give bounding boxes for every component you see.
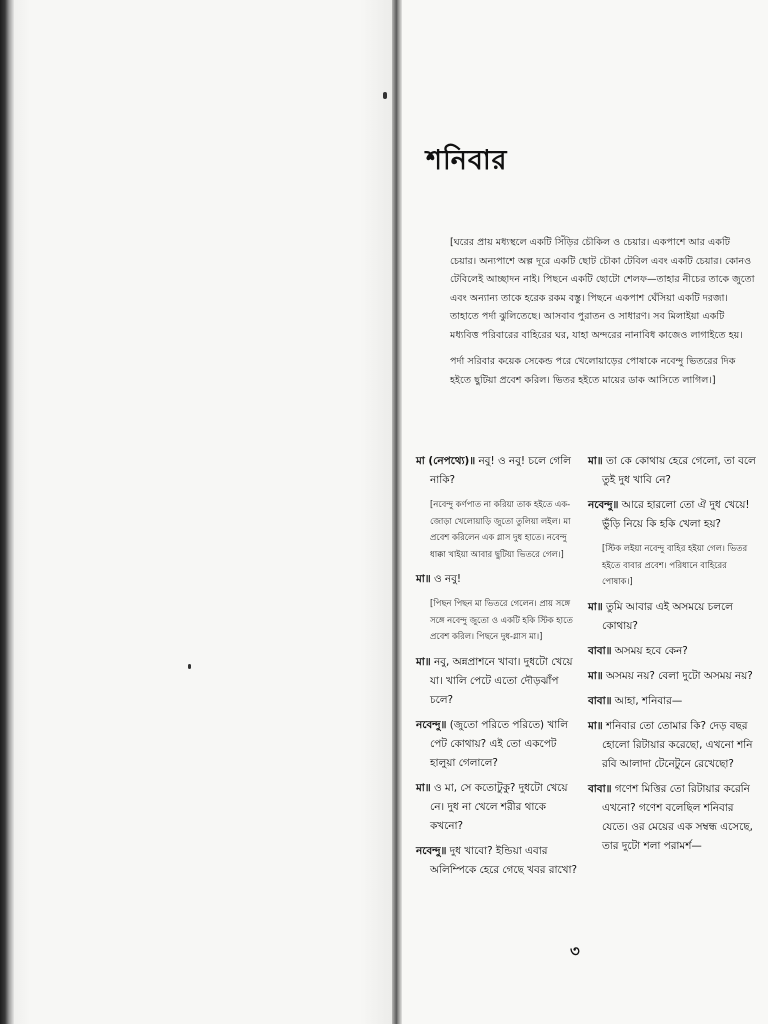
speaker-name: মা (নেপথ্যে)॥: [416, 455, 476, 467]
speaker-name: মা॥: [416, 781, 431, 794]
dialogue-text: শনিবার তো তোমার কি? দেড় বছর হোলো রিটায়ার করেছো, এখনো শনি রবি আলাদা টেনেটুনে রেখেছো?: [602, 719, 753, 770]
dialogue-text: আহা, শনিবার—: [614, 694, 683, 707]
dialogue-text: আরে হারলো তো ঐ দুধ খেয়ে! ভুঁড়ি নিয়ে কি হকি খেলা হয়?: [602, 499, 750, 530]
dialogue-line: [588, 598, 760, 636]
dialogue-text: গণেশ মিত্তির তো রিটায়ার করেনি এখনো? গণেশ বলেছিল শনিবার যেতে। ওর মেয়ের এক সম্বন্ধ এসেছে, তার দুটো শলা পরামর্শ—: [602, 782, 753, 852]
dialogue-text: (জুতো পরিতে পরিতে) খালি পেট কোথায়? এই তো একপেট হালুয়া গেলালে?: [430, 718, 568, 769]
print-speck: [188, 664, 191, 669]
opening-stage-directions: [450, 234, 755, 398]
dialogue-line: [416, 716, 582, 773]
speaker-name: মা॥: [588, 719, 603, 732]
stage-direction: [স্টিক লইয়া নবেন্দু বাহির হইয়া গেল। ভিতর হইতে বাবার প্রবেশ। পরিধানে বাহিরের পোষাক।]: [602, 543, 748, 586]
dialogue-line: [588, 452, 760, 490]
dialogue-text: নবু, অন্নপ্রাশনে খাবা। দুধটো খেয়ে যা। খালি পেটে এতো দৌড়ঝাঁপ চলে?: [430, 655, 573, 706]
dialogue-column-right: [588, 452, 760, 862]
dialogue-line: [416, 653, 582, 710]
speaker-name: নবেন্দু॥: [416, 844, 447, 857]
speaker-name: মা॥: [588, 669, 603, 682]
dialogue-text: ও নবু!: [433, 573, 462, 585]
speaker-name: বাবা॥: [588, 644, 612, 657]
page-number: ৩: [570, 942, 580, 960]
speaker-name: বাবা॥: [588, 694, 612, 707]
dialogue-column-left: [416, 452, 582, 886]
speaker-name: মা॥: [416, 573, 431, 585]
page-title: শনিবার: [426, 145, 508, 176]
speaker-name: নবেন্দু॥: [588, 499, 619, 511]
dialogue-text: দুধ খাবো? ইন্ডিয়া এবার অলিম্পিকে হেরে গেছে খবর রাখো?: [430, 844, 578, 876]
dialogue-text: অসময় নয়? বেলা দুটো অসময় নয়?: [605, 669, 753, 682]
book-gutter: [392, 0, 402, 1024]
dialogue-text: তা কে কোথায় হেরে গেলো, তা বলে তুই দুধ খাবি নে?: [602, 455, 756, 486]
speaker-name: মা॥: [416, 655, 431, 668]
speaker-name: মা॥: [588, 600, 603, 613]
print-speck: [383, 92, 387, 99]
dialogue-text: নবু! ও নবু! চলে গেলি নাকি?: [430, 455, 571, 486]
speaker-name: মা॥: [588, 455, 603, 467]
dialogue-text: তুমি আবার এই অসময়ে চললে কোথায়?: [602, 600, 733, 632]
dialogue-line: [416, 452, 582, 490]
dialogue-line: [588, 692, 760, 711]
dialogue-line: [588, 667, 760, 686]
speaker-name: নবেন্দু॥: [416, 718, 447, 731]
dialogue-columns: [416, 452, 761, 932]
dialogue-line: [416, 842, 582, 880]
stage-direction-paragraph: পর্দা সরিবার কয়েক সেকেন্ড পরে খেলোয়াড়ের পোষাকে নবেন্দু ভিতরের দিক হইতে ছুটিয়া প্রবেশ করিল। ভিতর হইতে মায়ের ডাক আসিতে লাগিল।]: [450, 356, 736, 386]
stage-direction: [পিছন পিছন মা ভিতরে গেলেন। প্রায় সঙ্গে সঙ্গে নবেন্দু জুতো ও একটি হকি স্টিক হাতে প্রবেশ করিল। পিছনে দুধ-গ্লাস মা।]: [430, 598, 573, 641]
dialogue-line: [588, 496, 760, 534]
dialogue-line: [416, 570, 582, 589]
dialogue-line: [416, 779, 582, 836]
stage-direction: [নবেন্দু কর্ণপাত না করিয়া তাক হইতে এক-জোড়া খেলোয়াড়ি জুতো তুলিয়া লইল। মা প্রবেশ করিলেন এক গ্লাস দুধ হাতে। নবেন্দু ধাক্কা খাইয়া আবার ছুটিয়া ভিতরে গেল।]: [430, 499, 571, 559]
dialogue-line: [588, 717, 760, 774]
dialogue-line: [588, 642, 760, 661]
speaker-name: বাবা॥: [588, 782, 612, 795]
dialogue-text: অসময় হবে কেন?: [614, 644, 688, 657]
dialogue-line: [588, 780, 760, 856]
dialogue-text: ও মা, সে কতোটুকু? দুধটো খেয়ে নে। দুধ না খেলে শরীর থাকে কখনো?: [430, 781, 568, 832]
stage-direction-paragraph: [ঘরের প্রায় মধ্যস্থলে একটি সিঁড়ির চৌকিল ও চেয়ার। একপাশে আর একটি চেয়ার। অন্যপাশে অল্প দূরে একটি ছোট চৌকা টেবিল এবং একটি চেয়ার। কোনও টেবিলেই আচ্ছাদন নাই। পিছনে একটি ছোটো শেলফ—তাহার নীচের তাকে জুতো এবং অন্যান্য তাকে হরেক রকম বস্তু। পিছনে একপাশ ঘেঁসিয়া একটি দরজা। তাহাতে পর্দা ঝুলিতেছে। আসবাব পুরাতন ও সাধারণ। সব মিলাইয়া একটি মধ্যবিত্ত পরিবারের বাহিরের ঘর, যাহা অন্দরের নানাবিধ কাজেও লাগাইতে হয়।: [450, 237, 755, 341]
left-page-edge: [0, 0, 14, 1024]
